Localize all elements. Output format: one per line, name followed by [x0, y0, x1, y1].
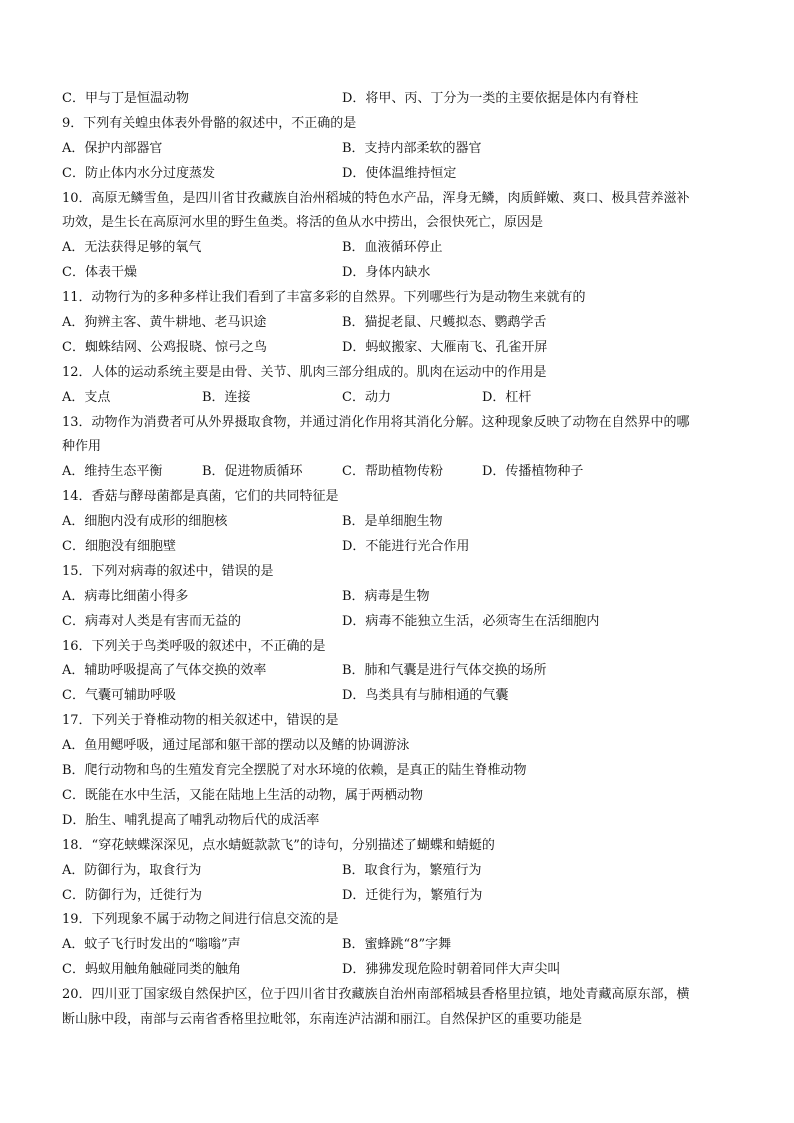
q10-options-row-1	[62, 236, 742, 261]
question-list	[62, 87, 742, 1033]
q14-option-c: C．细胞没有细胞壁	[62, 539, 176, 555]
q19-stem: 19．下列现象不属于动物之间进行信息交流的是	[62, 912, 339, 928]
q17-stem: 17．下列关于脊椎动物的相关叙述中，错误的是	[62, 713, 339, 729]
q16-options-row-2	[62, 684, 742, 709]
q15-option-a: A．病毒比细菌小得多	[62, 588, 189, 604]
q12-option-b: B．连接	[202, 389, 251, 405]
q9-option-c: C．防止体内水分过度蒸发	[62, 165, 215, 181]
q15-option-c: C．病毒对人类是有害而无益的	[62, 613, 241, 629]
q10-option-b: B．血液循环停止	[342, 240, 443, 256]
q13-options-row	[62, 460, 742, 485]
q19-option-a: A．蚊子飞行时发出的“嗡嗡”声	[62, 937, 241, 953]
q14-stem: 14．香菇与酵母菌都是真菌，它们的共同特征是	[62, 489, 339, 505]
q12-option-d: D．杠杆	[482, 389, 532, 405]
q10-option-c: C．体表干燥	[62, 265, 137, 281]
q10-option-a: A．无法获得足够的氧气	[62, 240, 202, 256]
q11-option-a: A．狗辨主客、黄牛耕地、老马识途	[62, 315, 267, 331]
q17-option-d: D．胎生、哺乳提高了哺乳动物后代的成活率	[62, 812, 320, 828]
q13-stem-line-1: 13．动物作为消费者可从外界摄取食物，并通过消化作用将其消化分解。这种现象反映了动物在自然界中的哪	[62, 414, 690, 430]
q20-stem-line-2: 断山脉中段，南部与云南省香格里拉毗邻，东南连泸沽湖和丽江。自然保护区的重要功能是	[62, 1011, 583, 1027]
q18-options-row-2	[62, 884, 742, 909]
q18-option-b: B．取食行为，繁殖行为	[342, 862, 482, 878]
q16-options-row-1	[62, 659, 742, 684]
q16-option-d: D．鸟类具有与肺相通的气囊	[342, 688, 509, 704]
q14-options-row-1	[62, 510, 742, 535]
q10-stem-line-1: 10．高原无鳞雪鱼，是四川省甘孜藏族自治州稻城的特色水产品，浑身无鳞，肉质鲜嫩、爽口、极具营养滋补	[62, 190, 690, 206]
q13-option-b: B．促进物质循环	[202, 464, 303, 480]
q17-option-a: A．鱼用鳃呼吸，通过尾部和躯干部的摆动以及鳍的协调游泳	[62, 738, 410, 754]
q16-option-a: A．辅助呼吸提高了气体交换的效率	[62, 663, 267, 679]
q8-options-row	[62, 87, 742, 112]
q9-stem: 9．下列有关蝗虫体表外骨骼的叙述中，不正确的是	[62, 115, 357, 131]
q8-option-d: D．将甲、丙、丁分为一类的主要依据是体内有脊柱	[342, 91, 639, 106]
q16-option-c: C．气囊可辅助呼吸	[62, 688, 176, 704]
q13-stem-line-2: 种作用	[62, 439, 102, 455]
q15-options-row-1	[62, 585, 742, 610]
q11-option-c: C．蜘蛛结网、公鸡报晓、惊弓之鸟	[62, 339, 267, 355]
q13-option-a: A．维持生态平衡	[62, 464, 163, 480]
q18-stem: 18．“穿花蛱蝶深深见，点水蜻蜓款款飞”的诗句，分别描述了蝴蝶和蜻蜓的	[62, 837, 495, 853]
q19-options-row-1	[62, 933, 742, 958]
q9-options-row-1	[62, 137, 742, 162]
q15-option-d: D．病毒不能独立生活，必须寄生在活细胞内	[342, 613, 600, 629]
q14-option-d: D．不能进行光合作用	[342, 539, 470, 555]
q18-option-d: D．迁徙行为，繁殖行为	[342, 887, 483, 903]
q14-option-a: A．细胞内没有成形的细胞核	[62, 514, 228, 530]
q15-options-row-2	[62, 610, 742, 635]
q9-option-d: D．使体温维持恒定	[342, 165, 457, 181]
q18-option-a: A．防御行为，取食行为	[62, 862, 202, 878]
q19-options-row-2	[62, 958, 742, 983]
q11-options-row-2	[62, 336, 742, 361]
q9-option-b: B．支持内部柔软的器官	[342, 140, 482, 156]
q11-options-row-1	[62, 311, 742, 336]
q11-option-b: B．猫捉老鼠、尺蠖拟态、鹦鹉学舌	[342, 315, 547, 331]
q11-stem: 11．动物行为的多种多样让我们看到了丰富多彩的自然界。下列哪些行为是动物生来就有的	[62, 290, 586, 306]
q11-option-d: D．蚂蚁搬家、大雁南飞、孔雀开屏	[342, 339, 548, 355]
q12-option-a: A．支点	[62, 389, 111, 405]
q12-options-row	[62, 386, 742, 411]
q9-option-a: A．保护内部器官	[62, 140, 163, 156]
q19-option-b: B．蜜蜂跳“8”字舞	[342, 937, 452, 953]
q13-option-d: D．传播植物种子	[482, 464, 584, 480]
q18-option-c: C．防御行为，迁徙行为	[62, 887, 202, 903]
q15-stem: 15．下列对病毒的叙述中，错误的是	[62, 563, 274, 579]
q19-option-d: D．狒狒发现危险时朝着同伴大声尖叫	[342, 962, 561, 978]
q19-option-c: C．蚂蚁用触角触碰同类的触角	[62, 962, 241, 978]
q15-option-b: B．病毒是生物	[342, 588, 430, 604]
q12-stem: 12．人体的运动系统主要是由骨、关节、肌肉三部分组成的。肌肉在运动中的作用是	[62, 364, 547, 380]
q13-option-c: C．帮助植物传粉	[342, 464, 443, 480]
q18-options-row-1	[62, 859, 742, 884]
q9-options-row-2	[62, 162, 742, 187]
q16-stem: 16．下列关于鸟类呼吸的叙述中，不正确的是	[62, 638, 326, 654]
q12-option-c: C．动力	[342, 389, 391, 405]
q10-stem-line-2: 功效，是生长在高原河水里的野生鱼类。将活的鱼从水中捞出，会很快死亡，原因是	[62, 215, 544, 231]
q10-option-d: D．身体内缺水	[342, 265, 431, 281]
q20-stem-line-1: 20．四川亚丁国家级自然保护区，位于四川省甘孜藏族自治州南部稻城县香格里拉镇，地处青藏高原东部，横	[62, 987, 690, 1003]
q17-option-b: B．爬行动物和鸟的生殖发育完全摆脱了对水环境的依赖，是真正的陆生脊椎动物	[62, 763, 527, 779]
q16-option-b: B．肺和气囊是进行气体交换的场所	[342, 663, 547, 679]
q14-option-b: B．是单细胞生物	[342, 514, 443, 530]
q17-option-c: C．既能在水中生活，又能在陆地上生活的动物，属于两栖动物	[62, 787, 423, 803]
q14-options-row-2	[62, 535, 742, 560]
q8-option-c: C．甲与丁是恒温动物	[62, 91, 189, 106]
q10-options-row-2	[62, 261, 742, 286]
